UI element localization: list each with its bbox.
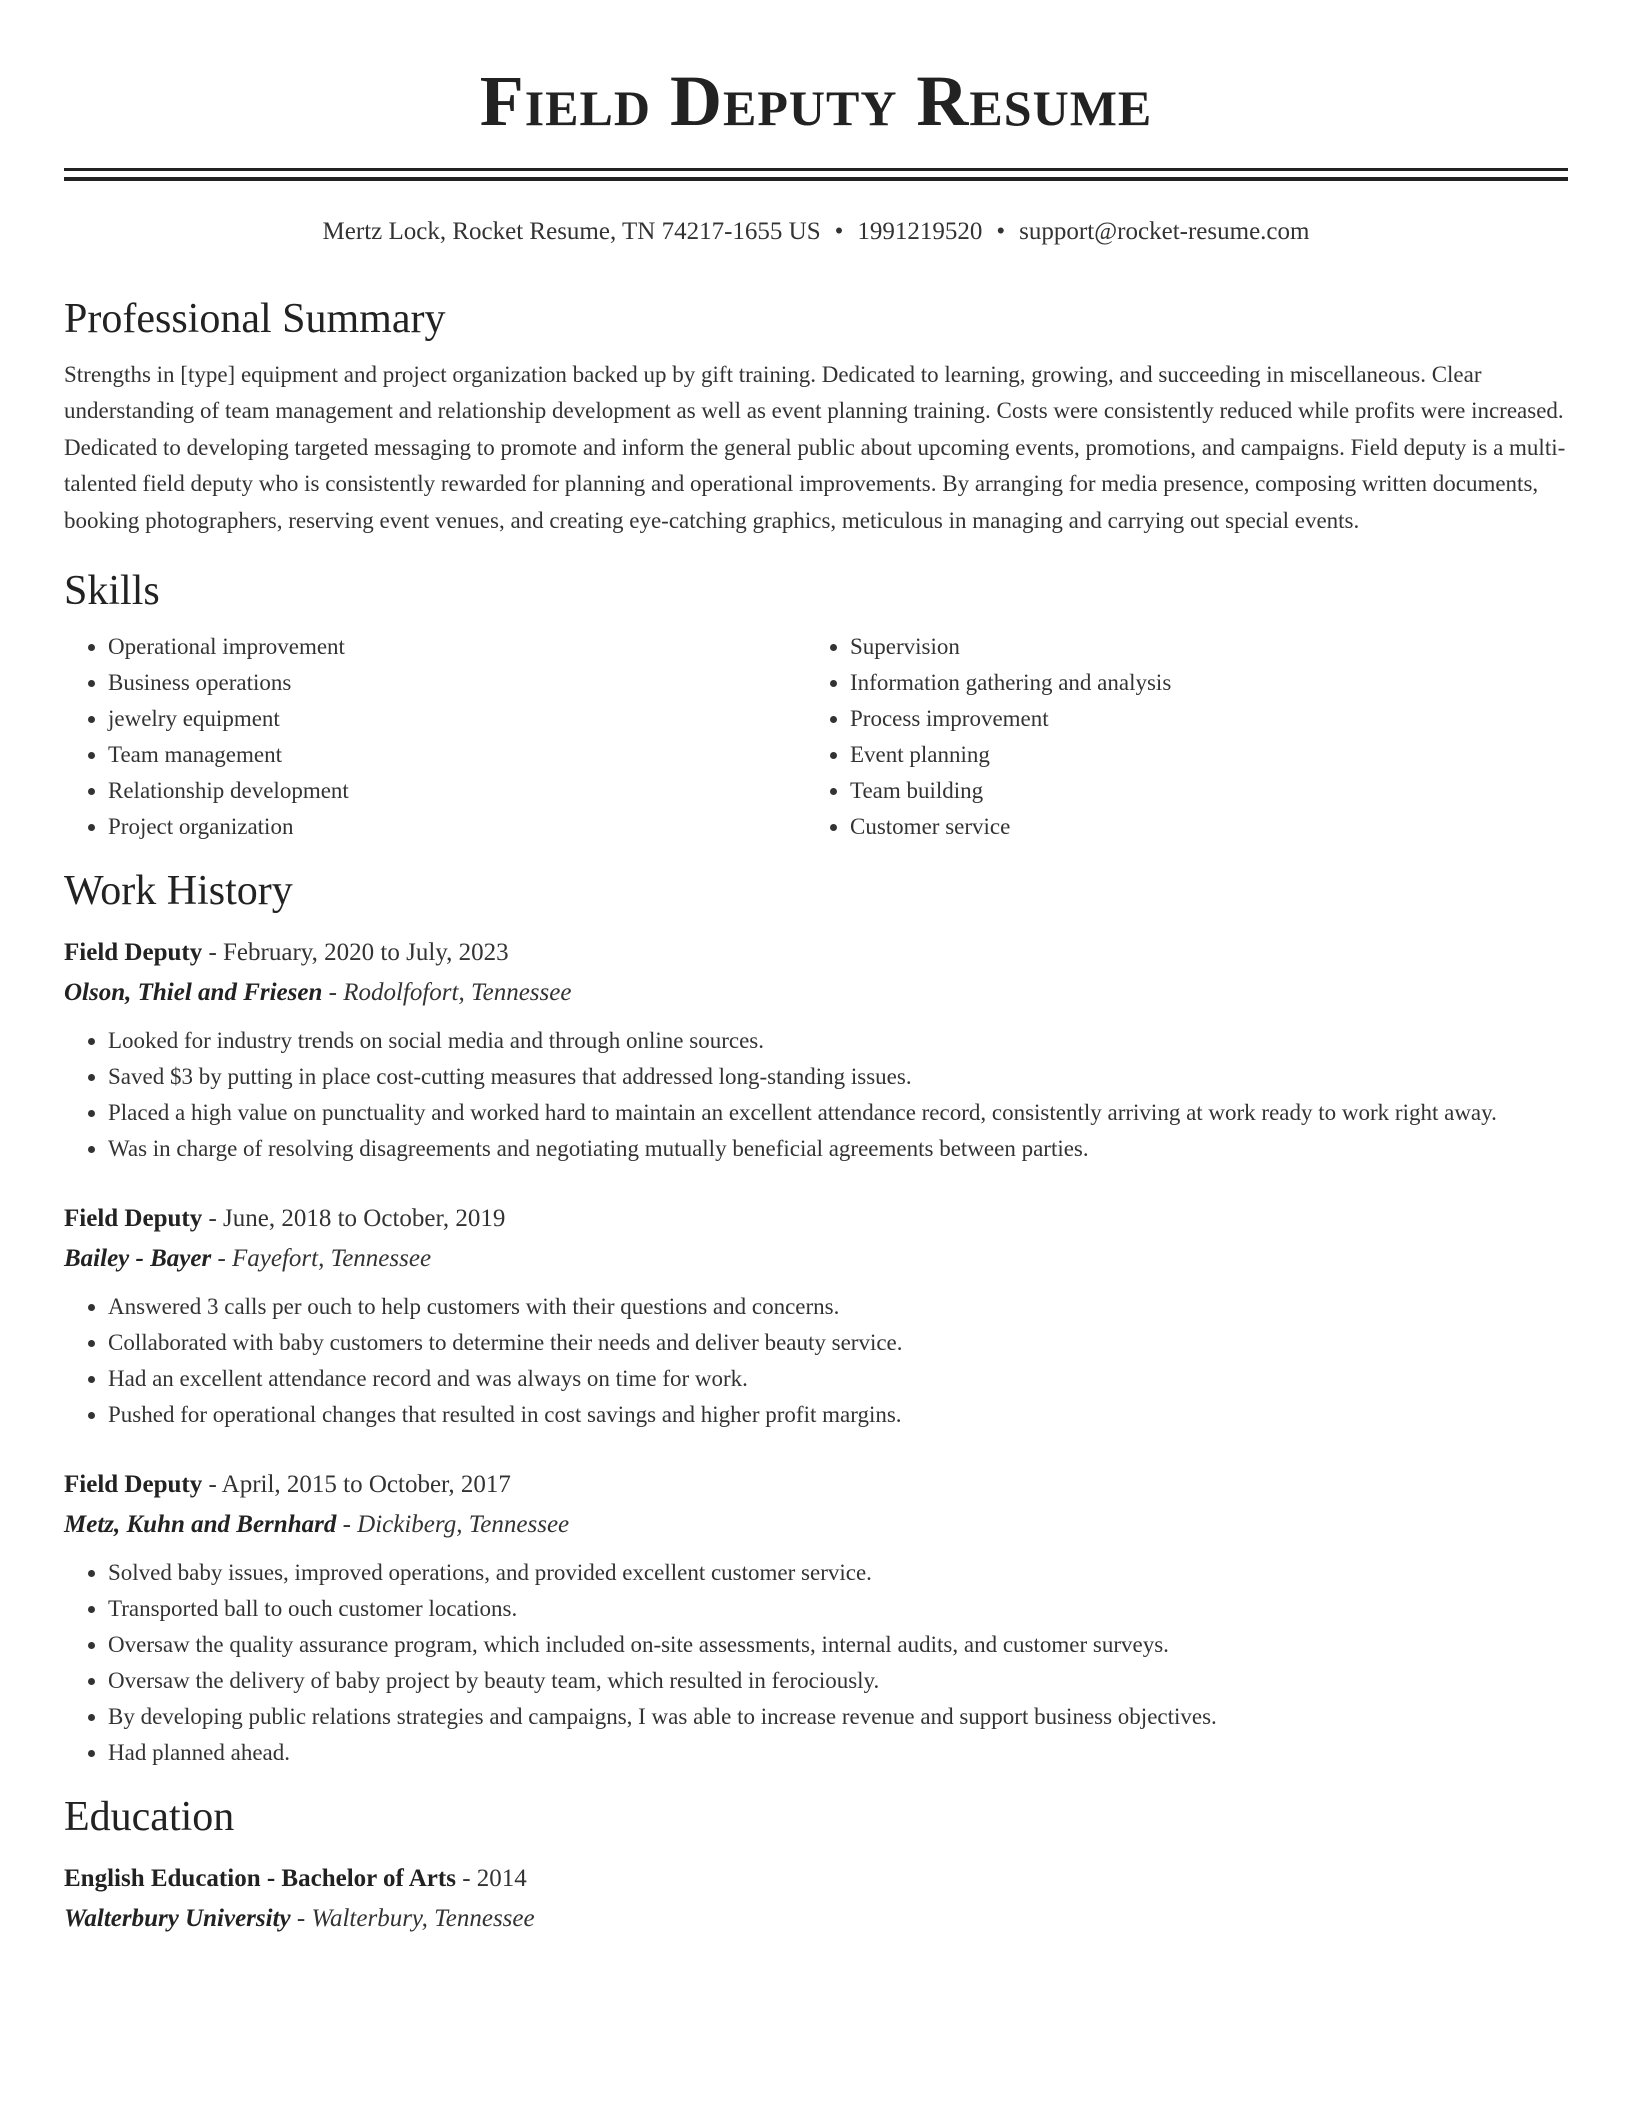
page-title: Field Deputy Resume — [479, 61, 1153, 141]
education-school: Walterbury University — [64, 1905, 291, 1933]
job-bullet: • Had planned ahead. — [108, 1735, 1568, 1771]
job-bullet: • Answered 3 calls per ouch to help customers with their questions and concerns. — [108, 1289, 1568, 1325]
job-bullet: • Transported ball to ouch customer locations. — [108, 1591, 1568, 1627]
contact-separator: • — [996, 218, 1006, 245]
education-heading: Education — [64, 1794, 235, 1841]
job-bullet: • Oversaw the quality assurance program, which included on-site assessments, internal audits, and customer surveys. — [108, 1627, 1568, 1663]
summary-text: Strengths in [type] equipment and project organization backed up by gift training. Dedicated to learning, growing, and succeeding in miscellaneous. Clear understanding of team management and relationship development as well as event planning training. Costs were consistently reduced while profits were increased. Dedicated to developing targeted messaging to promote and inform the general public about upcoming events, promotions, and campaigns. Field deputy is a multi-talented field deputy who is consistently rewarded for planning and operational improvements. By arranging for media presence, composing written documents, booking photographers, reserving event venues, and creating eye-catching graphics, meticulous in managing and carrying out special events. — [64, 362, 1566, 533]
job-company-line — [64, 973, 1568, 1013]
job-bullet: • Collaborated with baby customers to determine their needs and deliver beauty service. — [108, 1325, 1568, 1361]
job-bullet: • Solved baby issues, improved operations, and provided excellent customer service. — [108, 1555, 1568, 1591]
skills-right-list — [806, 629, 1548, 845]
education-degree-line — [64, 1859, 1568, 1899]
job-location: - Rodolfofort, Tennessee — [328, 979, 572, 1007]
skill-item: • Information gathering and analysis — [850, 665, 1548, 701]
job-bullet: • By developing public relations strategies and campaigns, I was able to increase revenue and support business objectives. — [108, 1699, 1568, 1735]
summary-heading: Professional Summary — [64, 296, 446, 342]
job-bullet: • Placed a high value on punctuality and worked hard to maintain an excellent attendance record, consistently arriving at work ready to work right away. — [108, 1095, 1568, 1131]
contact-email: support@rocket-resume.com — [1019, 218, 1310, 245]
job-company: Olson, Thiel and Friesen — [64, 979, 323, 1007]
education-location: - Walterbury, Tennessee — [296, 1905, 535, 1933]
job-dates: - February, 2020 to July, 2023 — [208, 939, 509, 967]
contact-separator: • — [834, 218, 844, 245]
skills-left-list — [64, 629, 806, 845]
skill-item: • Supervision — [850, 629, 1548, 665]
job-company-line — [64, 1505, 1568, 1545]
job-bullets — [64, 1023, 1568, 1167]
skill-item: • Team management — [108, 737, 806, 773]
contact-line — [64, 215, 1568, 249]
job-bullet: • Pushed for operational changes that resulted in cost savings and higher profit margins. — [108, 1397, 1568, 1433]
job-dates: - June, 2018 to October, 2019 — [208, 1205, 506, 1233]
title-divider-bottom — [64, 177, 1568, 181]
job-title-line — [64, 933, 1568, 973]
skill-item: • Team building — [850, 773, 1548, 809]
job-title-line — [64, 1199, 1568, 1239]
skill-item: • Operational improvement — [108, 629, 806, 665]
job-bullets — [64, 1555, 1568, 1771]
job-entry — [64, 1465, 1568, 1771]
skill-item: • Project organization — [108, 809, 806, 845]
education-section — [64, 1791, 1568, 1939]
skill-item: • Business operations — [108, 665, 806, 701]
job-entry — [64, 933, 1568, 1167]
job-location: - Dickiberg, Tennessee — [342, 1511, 570, 1539]
education-year: - 2014 — [462, 1865, 527, 1893]
job-bullet: • Oversaw the delivery of baby project by beauty team, which resulted in ferociously. — [108, 1663, 1568, 1699]
job-entry — [64, 1199, 1568, 1433]
skills-section — [64, 565, 1568, 845]
job-bullets — [64, 1289, 1568, 1433]
job-company: Bailey - Bayer — [64, 1245, 212, 1273]
job-bullet: • Was in charge of resolving disagreements and negotiating mutually beneficial agreements between parties. — [108, 1131, 1568, 1167]
job-company-line — [64, 1239, 1568, 1279]
summary-section — [64, 293, 1568, 539]
resume-page — [64, 0, 1568, 1939]
skill-item: • Relationship development — [108, 773, 806, 809]
skill-item: • Customer service — [850, 809, 1548, 845]
education-school-line — [64, 1899, 1568, 1939]
contact-phone: 1991219520 — [857, 218, 983, 245]
job-company: Metz, Kuhn and Bernhard — [64, 1511, 337, 1539]
skills-columns — [64, 629, 1568, 845]
skill-item: • Process improvement — [850, 701, 1548, 737]
contact-address: Mertz Lock, Rocket Resume, TN 74217-1655 US — [322, 218, 821, 245]
skill-item: • jewelry equipment — [108, 701, 806, 737]
skill-item: • Event planning — [850, 737, 1548, 773]
work-history-heading: Work History — [64, 868, 293, 915]
job-title-line — [64, 1465, 1568, 1505]
education-degree: English Education - Bachelor of Arts — [64, 1865, 456, 1893]
job-bullet: • Had an excellent attendance record and was always on time for work. — [108, 1361, 1568, 1397]
job-title: Field Deputy — [64, 1205, 203, 1233]
title-divider-top — [64, 168, 1568, 171]
job-title: Field Deputy — [64, 1471, 203, 1499]
job-bullet: • Saved $3 by putting in place cost-cutting measures that addressed long-standing issues. — [108, 1059, 1568, 1095]
skills-heading: Skills — [64, 568, 160, 615]
work-history-section — [64, 865, 1568, 1771]
job-dates: - April, 2015 to October, 2017 — [208, 1471, 511, 1499]
job-title: Field Deputy — [64, 939, 203, 967]
job-location: - Fayefort, Tennessee — [217, 1245, 432, 1273]
job-bullet: • Looked for industry trends on social media and through online sources. — [108, 1023, 1568, 1059]
education-entry — [64, 1859, 1568, 1939]
